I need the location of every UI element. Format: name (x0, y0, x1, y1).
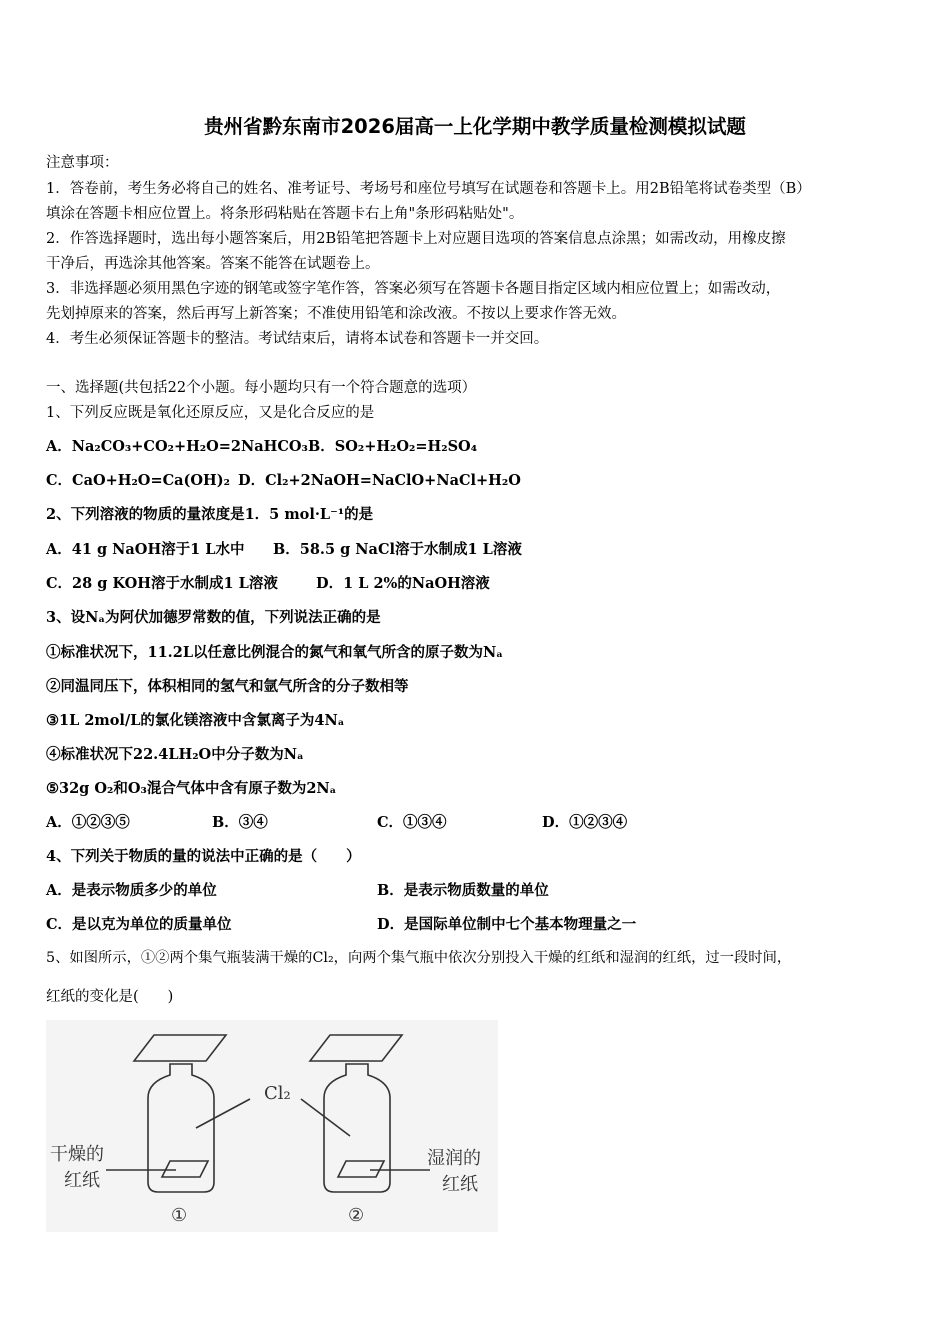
dry-paper-label-line2: 红纸 (64, 1170, 100, 1191)
bottle-1-label: ① (171, 1205, 188, 1226)
notice-line: 4．考生必须保证答题卡的整洁。考试结束后，请将本试卷和答题卡一并交回。 (46, 331, 549, 347)
q4-option-d: D．是国际单位制中七个基本物理量之一 (377, 916, 637, 933)
section-heading: 一、选择题(共包括22个小题。每小题均只有一个符合题意的选项） (46, 380, 477, 396)
notice-line: 先划掉原来的答案，然后再写上新答案；不准使用铅笔和涂改液。不按以上要求作答无效。 (46, 306, 626, 322)
notice-line: 1．答卷前，考生务必将自己的姓名、准考证号、考场号和座位号填写在试题卷和答题卡上。用2B铅笔将试卷类型（B） (46, 181, 811, 197)
q3-option-a: A．①②③⑤ (46, 814, 130, 831)
q2-option-c: C．28 g KOH溶于水制成1 L溶液 (46, 575, 278, 592)
q3-stem: 3、设Nₐ为阿伏加德罗常数的值，下列说法正确的是 (46, 609, 381, 626)
notice-heading: 注意事项： (46, 155, 119, 171)
wet-paper-label-line1: 湿润的 (427, 1148, 481, 1169)
notice-line: 3．非选择题必须用黑色字迹的钢笔或签字笔作答，答案必须写在答题卡各题目指定区域内相应位置上；如需改动， (46, 281, 781, 297)
q4-stem: 4、下列关于物质的量的说法中正确的是（ ） (46, 848, 361, 865)
q1-stem: 1、下列反应既是氧化还原反应，又是化合反应的是 (46, 405, 375, 421)
notice-line: 2．作答选择题时，选出每小题答案后，用2B铅笔把答题卡上对应题目选项的答案信息点涂黑；如需改动，用橡皮擦 (46, 231, 786, 247)
wet-paper-label-line2: 红纸 (442, 1174, 478, 1195)
q1-option-d: D．Cl₂+2NaOH=NaClO+NaCl+H₂O (238, 472, 521, 489)
q3-statement-5: ⑤32g O₂和O₃混合气体中含有原子数为2Nₐ (46, 780, 337, 797)
notice-line: 填涂在答题卡相应位置上。将条形码粘贴在答题卡右上角"条形码粘贴处"。 (46, 206, 524, 222)
q2-option-b: B．58.5 g NaCl溶于水制成1 L溶液 (273, 541, 522, 558)
chlorine-label: Cl₂ (264, 1083, 291, 1104)
q2-option-d: D．1 L 2%的NaOH溶液 (316, 575, 490, 592)
q4-option-a: A．是表示物质多少的单位 (46, 882, 217, 899)
q1-option-c: C．CaO+H₂O=Ca(OH)₂ (46, 472, 230, 489)
q3-statement-2: ②同温同压下，体积相同的氢气和氩气所含的分子数相等 (46, 678, 409, 695)
q1-option-a: A．Na₂CO₃+CO₂+H₂O=2NaHCO₃ (46, 438, 308, 455)
dry-paper-label-line1: 干燥的 (50, 1144, 104, 1165)
q3-option-b: B．③④ (212, 814, 268, 831)
q4-option-b: B．是表示物质数量的单位 (377, 882, 549, 899)
q5-stem: 5、如图所示，①②两个集气瓶装满干燥的Cl₂，向两个集气瓶中依次分别投入干燥的红纸和湿润的红纸，过一段时间， (46, 950, 792, 966)
q2-option-a: A．41 g NaOH溶于1 L水中 (46, 541, 245, 558)
q5-stem-continued: 红纸的变化是( ) (46, 989, 174, 1005)
notice-line: 干净后，再选涂其他答案。答案不能答在试题卷上。 (46, 256, 380, 272)
q4-option-c: C．是以克为单位的质量单位 (46, 916, 232, 933)
page-title: 贵州省黔东南市2026届高一上化学期中教学质量检测模拟试题 (204, 115, 746, 138)
figure-background (46, 1020, 498, 1232)
gas-bottle-figure (46, 1020, 498, 1232)
q3-statement-4: ④标准状况下22.4LH₂O中分子数为Nₐ (46, 746, 304, 763)
q3-option-d: D．①②③④ (542, 814, 628, 831)
q1-option-b: B．SO₂+H₂O₂=H₂SO₄ (308, 438, 478, 455)
bottle-2-label: ② (348, 1205, 365, 1226)
q3-option-c: C．①③④ (377, 814, 447, 831)
q3-statement-3: ③1L 2mol/L的氯化镁溶液中含氯离子为4Nₐ (46, 712, 345, 729)
q2-stem: 2、下列溶液的物质的量浓度是1．5 mol·L⁻¹的是 (46, 506, 374, 523)
q3-statement-1: ①标准状况下，11.2L以任意比例混合的氮气和氧气所含的原子数为Nₐ (46, 644, 504, 661)
